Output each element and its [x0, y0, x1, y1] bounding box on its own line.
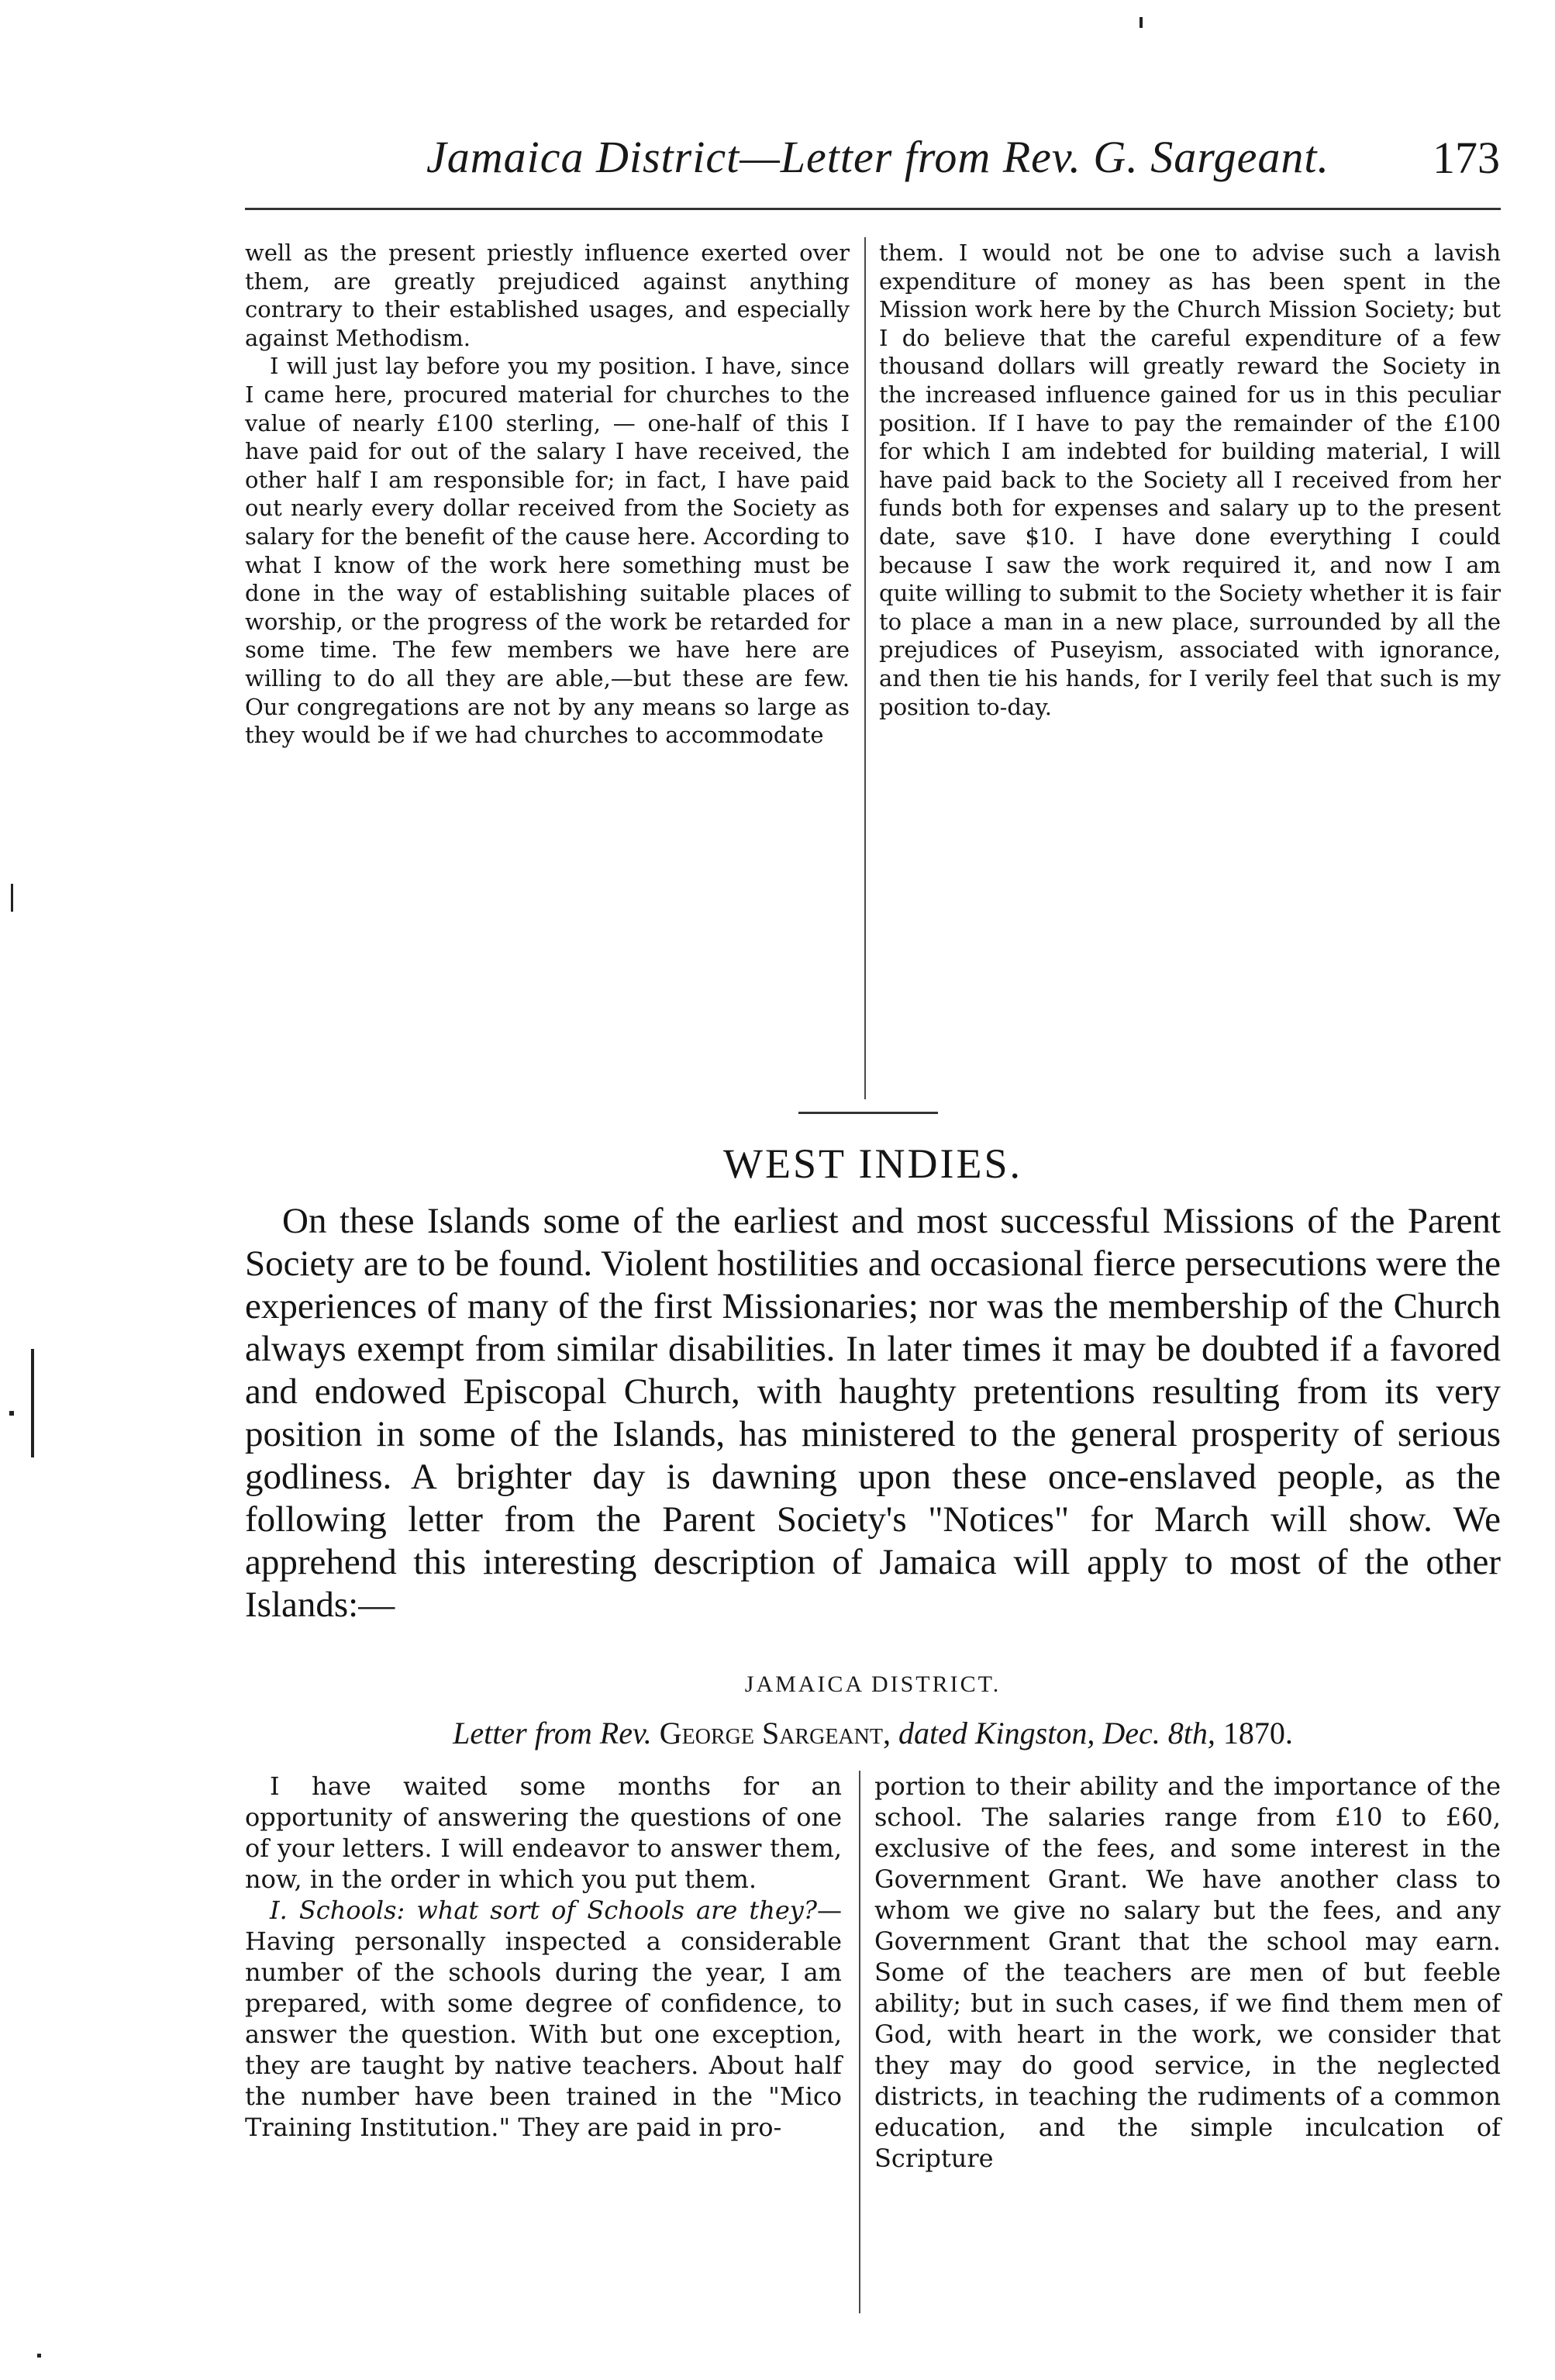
paragraph: I will just lay before you my position. I have, since I came here, procured material for churches to the value of nearly £100 sterling, — one-half of this I have paid for out of the salary I have received, the other half I am responsible for; in fact, I have paid out nearly every dollar received from the Society as salary for the benefit of the cause here. According to what I know of the work here something must be done in the way of establishing suitable places of worship, or the progress of the work be retarded for some time. The few members we have here are willing to do all they are able,—but these are few. Our congregations are not by any means so large as they would be if we had churches to accommodate — [245, 353, 850, 749]
lower-left-column — [245, 1771, 842, 2143]
paragraph: them. I would not be one to advise such a lavish expenditure of money as has been spent in the Mission work here by the Church Mission Society; but I do believe that the careful expenditure of a few thousand dollars will greatly reward the Society in the increased influence gained for us in this peculiar position. If I have to pay the remainder of the £100 for which I am indebted for building material, I will have paid back to the Society all I received from her funds both for expenses and salary up to the present date, save $10. I have done everything I could because I saw the work required it, and now I am quite willing to submit to the Society whether it is fair to place a man in a new place, surrounded by all the prejudices of Puseyism, associated with ignorance, and then tie his hands, for I verily feel that such is my position to-day. — [879, 240, 1501, 720]
district-heading: JAMAICA DISTRICT. — [744, 1671, 1002, 1697]
letter-dated: dated Kingston, Dec. 8th, — [898, 1716, 1215, 1751]
question-answer: —Having personally inspected a considerable number of the schools during the year, I am prepared, with some degree of confidence, to answer the question. With but one exception, they are taught by native teachers. About half the number have been trained in the "Mico Training Institution." They are paid in pro- — [245, 1895, 842, 2142]
scan-speck — [9, 1411, 14, 1416]
letter-prefix: Letter from Rev. — [453, 1716, 652, 1751]
lower-right-column — [874, 1771, 1501, 2174]
column-divider — [864, 237, 866, 1099]
upper-left-column — [245, 239, 850, 750]
paragraph: I have waited some months for an opportunity of answering the questions of one of your letters. I will endeavor to answer them, now, in the order in which you put them. — [245, 1771, 842, 1894]
letter-year: 1870. — [1222, 1716, 1293, 1751]
section-intro — [245, 1200, 1501, 1626]
running-title: Jamaica District—Letter from Rev. G. Sargeant. — [426, 131, 1330, 182]
letter-byline — [245, 1715, 1501, 1751]
scan-speck — [1140, 17, 1143, 28]
section-separator-rule — [798, 1112, 938, 1114]
running-header — [256, 118, 1500, 195]
paragraph — [245, 1895, 842, 2143]
upper-right-column — [879, 239, 1501, 721]
paragraph: well as the present priestly influence exerted over them, are greatly prejudiced against anything contrary to their established usages, and especially against Methodism. — [245, 240, 850, 351]
page-number: 173 — [1433, 133, 1500, 183]
paragraph: portion to their ability and the importance of the school. The salaries range from £10 to £60, exclusive of the fees, and some interest in the Government Grant. We have another class to whom we give no salary but the fees, and any Government Grant that the school may earn. Some of the teachers are men of but feeble ability; but in such cases, if we find them men of God, with heart in the work, we consider that they may do good service, in the neglected districts, in teaching the rudiments of a common education, and the simple inculcation of Scripture — [874, 1771, 1501, 2173]
scan-speck — [37, 2354, 41, 2358]
column-divider — [859, 1771, 860, 2313]
scan-speck — [11, 884, 13, 912]
scan-speck — [31, 1349, 34, 1457]
letter-author: George Sargeant, — [659, 1716, 891, 1751]
header-rule — [245, 208, 1501, 210]
section-title: WEST INDIES. — [723, 1140, 1022, 1187]
intro-paragraph: On these Islands some of the earliest and most successful Missions of the Parent Society are to be found. Violent hostilities and occasional fierce persecutions were the experiences of many of the first Missionaries; nor was the membership of the Church always exempt from similar disabilities. In later times it may be doubted if a favored and endowed Episcopal Church, with haughty pretentions resulting from its very position in some of the Islands, has ministered to the general prosperity of serious godliness. A brighter day is dawning upon these once-enslaved people, as the following letter from the Parent Society's "Notices" for March will show. We apprehend this interesting description of Jamaica will apply to most of the other Islands:— — [245, 1201, 1501, 1625]
question-label: I. Schools: what sort of Schools are they? — [270, 1895, 817, 1925]
